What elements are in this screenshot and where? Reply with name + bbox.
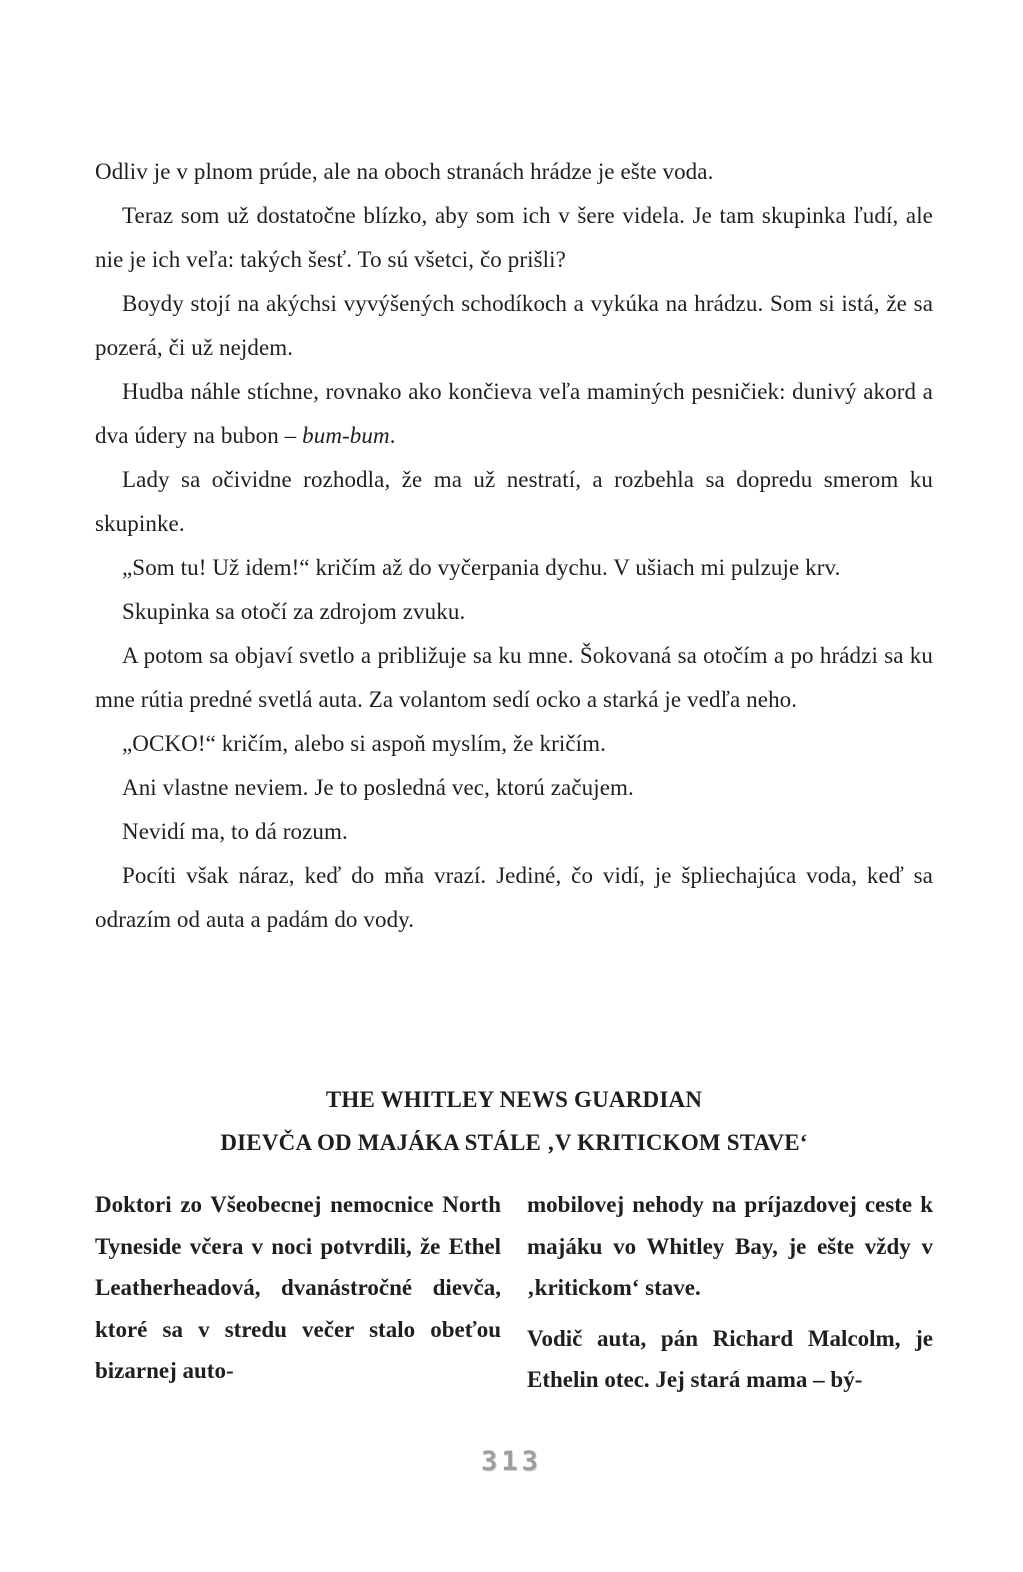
story-paragraph [95, 370, 933, 458]
news-column-right [527, 1184, 933, 1410]
story-paragraph [95, 810, 933, 854]
story-text-run: Lady sa očividne rozhodla, že ma už nestratí, a rozbehla sa dopredu smerom ku skupinke. [95, 467, 933, 536]
story-text-run: Ani vlastne neviem. Je to posledná vec, ktorú začujem. [122, 775, 634, 800]
page-number: 313 [481, 1446, 542, 1477]
story-paragraph [95, 458, 933, 546]
story-text-run: Nevidí ma, to dá rozum. [122, 819, 348, 844]
news-columns [95, 1184, 933, 1410]
story-text-run: Odliv je v plnom prúde, ale na oboch stranách hrádze je ešte voda. [95, 159, 714, 184]
news-section [95, 1078, 933, 1410]
story-text-italic: bum-bum [302, 423, 390, 448]
story-paragraph [95, 854, 933, 942]
story-paragraph [95, 150, 933, 194]
story-text-run: A potom sa objaví svetlo a približuje sa ku mne. Šokovaná sa otočím a po hrádzi sa ku mne rútia predné svetlá auta. Za volantom sedí ocko a starká je vedľa neho. [95, 643, 933, 712]
story-text-run: „OCKO!“ kričím, alebo si aspoň myslím, že kričím. [122, 731, 606, 756]
story-paragraph [95, 634, 933, 722]
news-column-left [95, 1184, 501, 1410]
story-text-run: Hudba náhle stíchne, rovnako ako končieva veľa maminých pesničiek: dunivý akord a dva údery na bubon – [95, 379, 933, 448]
story-paragraph [95, 766, 933, 810]
story-text-run: Teraz som už dostatočne blízko, aby som ich v šere videla. Je tam skupinka ľudí, ale nie je ich veľa: takých šesť. To sú všetci, čo prišli? [95, 203, 933, 272]
story-text-run: Boydy stojí na akýchsi vyvýšených schodíkoch a vykúka na hrádzu. Som si istá, že sa pozerá, či už nejdem. [95, 291, 933, 360]
story-text-run: Skupinka sa otočí za zdrojom zvuku. [122, 599, 466, 624]
story-paragraph [95, 722, 933, 766]
story-paragraph [95, 546, 933, 590]
story-paragraph [95, 590, 933, 634]
story-text-run: „Som tu! Už idem!“ kričím až do vyčerpania dychu. V ušiach mi pulzuje krv. [122, 555, 841, 580]
news-source-heading: THE WHITLEY NEWS GUARDIAN [325, 1087, 703, 1112]
news-paragraph: Doktori zo Všeobecnej nemocnice North Tyneside včera v noci potvrdili, že Ethel Leatherheadová, dvanástročné dievča, ktoré sa v stredu večer stalo obeťou bizarnej auto- [95, 1192, 501, 1383]
story-paragraph [95, 282, 933, 370]
news-headline: DIEVČA OD MAJÁKA STÁLE ‚V KRITICKOM STAVE‘ [220, 1130, 808, 1155]
story-text [95, 150, 933, 942]
story-paragraph [95, 194, 933, 282]
news-paragraph: Vodič auta, pán Richard Malcolm, je Ethelin otec. Jej stará mama – bý- [527, 1325, 933, 1392]
news-paragraph: mobilovej nehody na príjazdovej ceste k majáku vo Whitley Bay, je ešte vždy v ‚kritickom‘ stave. [527, 1192, 933, 1300]
story-text-run: Pocíti však náraz, keď do mňa vrazí. Jediné, čo vidí, je špliechajúca voda, keď sa odrazím od auta a padám do vody. [95, 863, 933, 932]
story-text-run: . [389, 423, 396, 448]
